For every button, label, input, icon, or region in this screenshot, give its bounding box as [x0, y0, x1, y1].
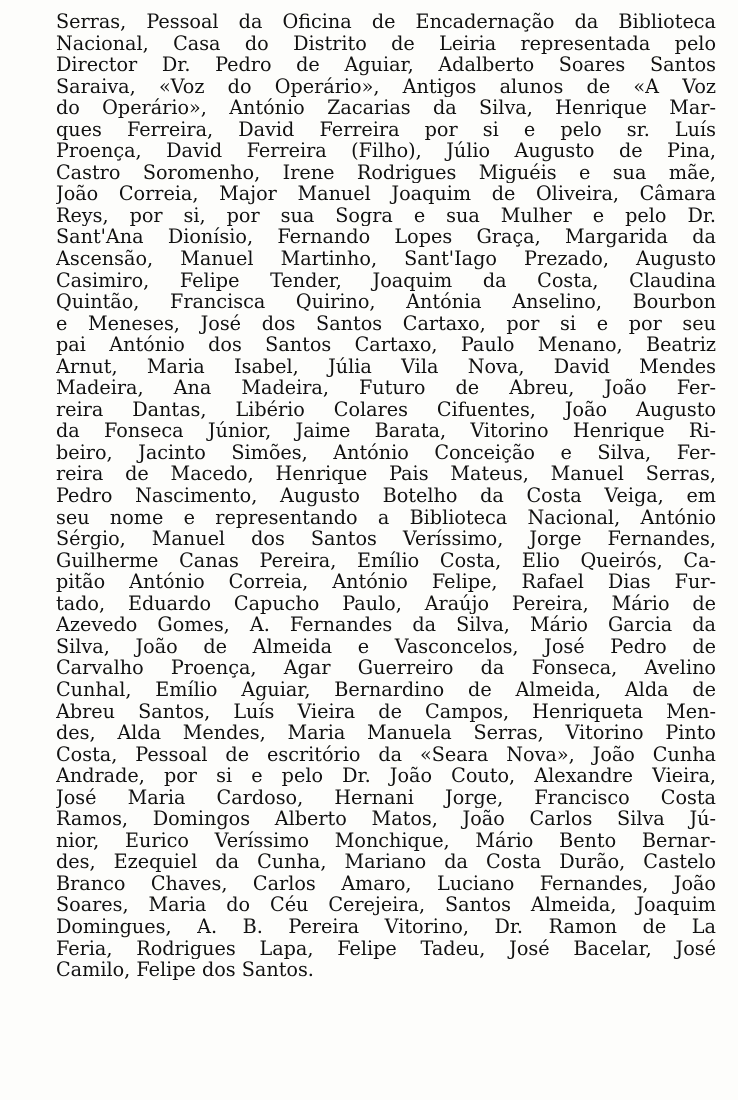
text-line: Feria, Rodrigues Lapa, Felipe Tadeu, José Bacelar, José [56, 937, 716, 960]
text-line: e Meneses, José dos Santos Cartaxo, por si e por seu [56, 312, 716, 335]
text-line: Pedro Nascimento, Augusto Botelho da Costa Veiga, em [56, 485, 716, 507]
text-line: Serras, Pessoal da Oficina de Encadernação da Biblioteca [56, 11, 716, 33]
text-line: Cunhal, Emílio Aguiar, Bernardino de Almeida, Alda de [56, 678, 716, 701]
text-line: reira de Macedo, Henrique Pais Mateus, Manuel Serras, [56, 463, 716, 486]
text-line: ques Ferreira, David Ferreira por si e pelo sr. Luís [56, 118, 716, 141]
text-line: Guilherme Canas Pereira, Emílio Costa, Elio Queirós, Ca- [56, 549, 716, 572]
text-line: Nacional, Casa do Distrito de Leiria representada pelo [56, 32, 716, 55]
text-line: des, Ezequiel da Cunha, Mariano da Costa Durão, Castelo [56, 851, 716, 873]
text-line: Saraiva, «Voz do Operário», Antigos alunos de «A Voz [56, 75, 716, 98]
text-line: Proença, David Ferreira (Filho), Júlio Augusto de Pina, [56, 140, 716, 162]
text-line: seu nome e representando a Biblioteca Nacional, António [56, 506, 716, 529]
text-line: Madeira, Ana Madeira, Futuro de Abreu, João Fer- [56, 377, 716, 399]
text-line: Director Dr. Pedro de Aguiar, Adalberto Soares Santos [56, 54, 716, 76]
text-line: pitão António Correia, António Felipe, Rafael Dias Fur- [56, 571, 716, 593]
text-line: Domingues, A. B. Pereira Vitorino, Dr. Ramon de La [56, 915, 716, 938]
text-line: Costa, Pessoal de escritório da «Seara Nova», João Cunha [56, 743, 716, 766]
text-line: tado, Eduardo Capucho Paulo, Araújo Pereira, Mário de [56, 592, 716, 615]
text-line: João Correia, Major Manuel Joaquim de Oliveira, Câmara [56, 183, 716, 205]
text-line: reira Dantas, Libério Colares Cifuentes, João Augusto [56, 398, 716, 421]
text-line: Camilo, Felipe dos Santos. [56, 959, 314, 981]
text-line: do Operário», António Zacarias da Silva, Henrique Mar- [56, 97, 716, 119]
text-line: Sérgio, Manuel dos Santos Veríssimo, Jorge Fernandes, [56, 528, 716, 550]
text-line: Ascensão, Manuel Martinho, Sant'Iago Prezado, Augusto [56, 248, 716, 270]
text-line: des, Alda Mendes, Maria Manuela Serras, Vitorino Pinto [56, 722, 716, 744]
body-paragraph [56, 11, 716, 981]
text-line: Casimiro, Felipe Tender, Joaquim da Costa, Claudina [56, 269, 716, 292]
text-line: Soares, Maria do Céu Cerejeira, Santos Almeida, Joaquim [56, 894, 716, 916]
text-line: nior, Eurico Veríssimo Monchique, Mário Bento Bernar- [56, 829, 716, 852]
text-line: Quintão, Francisca Quirino, Antónia Anselino, Bourbon [56, 291, 716, 313]
text-line: Sant'Ana Dionísio, Fernando Lopes Graça, Margarida da [56, 226, 716, 249]
text-line: Branco Chaves, Carlos Amaro, Luciano Fernandes, João [56, 872, 716, 895]
text-line: da Fonseca Júnior, Jaime Barata, Vitorino Henrique Ri- [56, 420, 716, 442]
text-line: Abreu Santos, Luís Vieira de Campos, Henriqueta Men- [56, 700, 716, 723]
text-line: Castro Soromenho, Irene Rodrigues Miguéis e sua mãe, [56, 161, 716, 184]
text-line: pai António dos Santos Cartaxo, Paulo Menano, Beatriz [56, 334, 716, 356]
text-line: Andrade, por si e pelo Dr. João Couto, Alexandre Vieira, [56, 765, 716, 787]
text-line: Reys, por si, por sua Sogra e sua Mulher e pelo Dr. [56, 204, 716, 227]
text-line: Azevedo Gomes, A. Fernandes da Silva, Mário Garcia da [56, 614, 716, 636]
text-line: Carvalho Proença, Agar Guerreiro da Fonseca, Avelino [56, 657, 716, 679]
text-line: Arnut, Maria Isabel, Júlia Vila Nova, David Mendes [56, 355, 716, 378]
text-line: José Maria Cardoso, Hernani Jorge, Francisco Costa [56, 786, 716, 809]
text-line: Ramos, Domingos Alberto Matos, João Carlos Silva Jú- [56, 808, 716, 830]
text-line: Silva, João de Almeida e Vasconcelos, José Pedro de [56, 635, 716, 658]
text-line: beiro, Jacinto Simões, António Conceição e Silva, Fer- [56, 441, 716, 464]
